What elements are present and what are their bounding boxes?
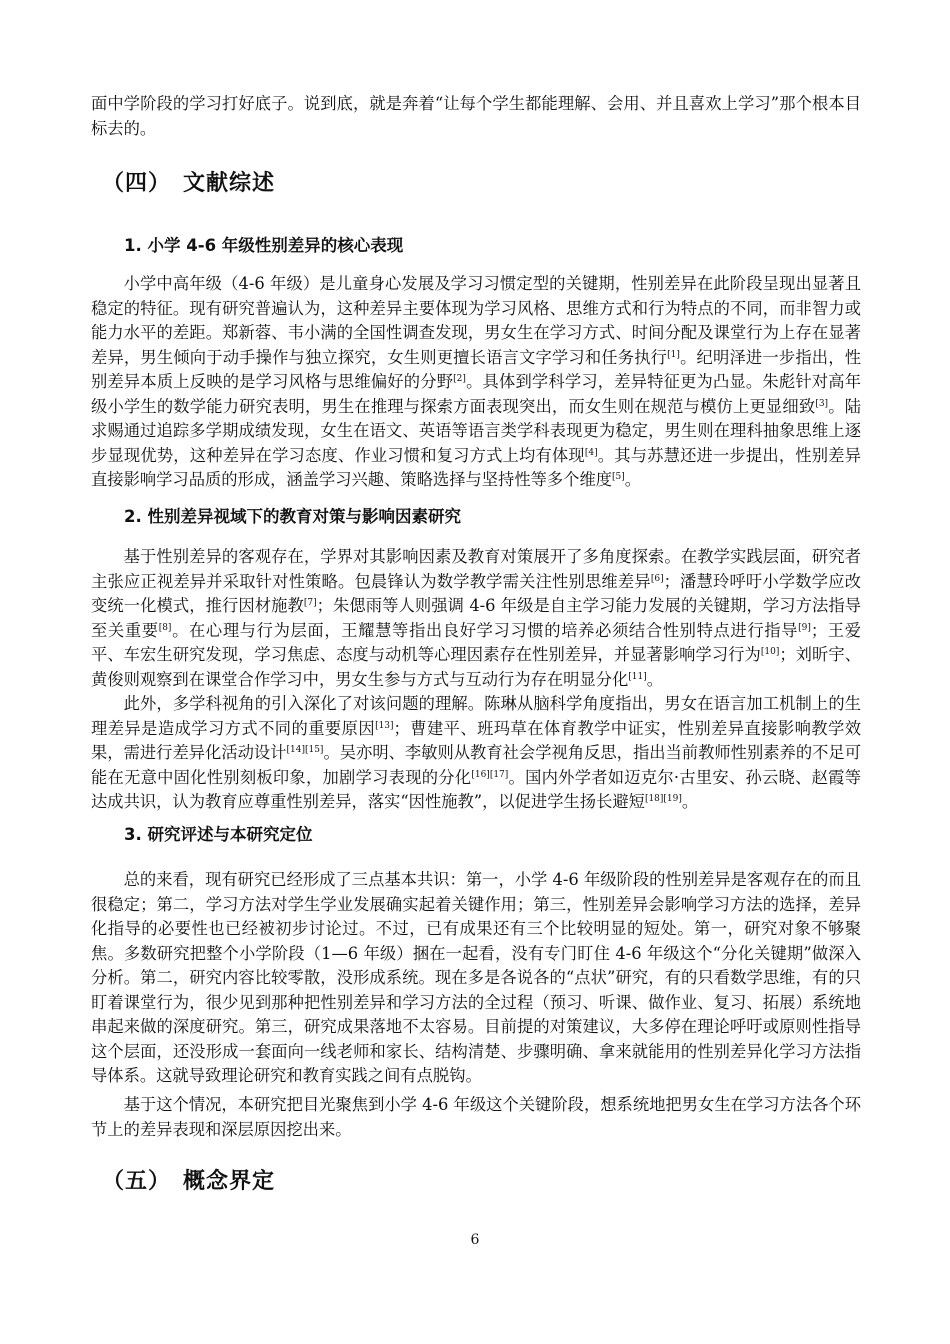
paragraph-review-summary: 总的来看，现有研究已经形成了三点基本共识：第一，小学 4-6 年级阶段的性别差异是客观存在的而且很稳定；第二，学习方法对学生学业发展确实起着关键作用；第三，性别差异会影响学习方法的选择，差异化指导的必要性也已经被初步讨论过。不过，已有成果还有三个比较明显的短处。第一，研究对象不够聚焦。多数研究把整个小学阶段（1—6 年级）捆在一起看，没有专门盯住 4-6 年级这个“分化关键期”做深入分析。第二，研究内容比较零散，没形成系统。现在多是各说各的“点状”研究，有的只看数学思维，有的只盯着课堂行为，很少见到那种把性别差异和学习方法的全过程（预习、听课、做作业、复习、拓展）系统地串起来做的深度研究。第三，研究成果落地不太容易。目前提的对策建议，大多停在理论呼吁或原则性指导这个层面，还没形成一套面向一线老师和家长、结构清楚、步骤明确、拿来就能用的性别差异化学习方法指导体系。这就导致理论研究和教育实践之间有点脱钩。 bbox=[91, 870, 861, 1085]
citation-5: [5] bbox=[612, 472, 625, 482]
citation-9: [9] bbox=[798, 622, 811, 633]
citation-11: [11] bbox=[628, 671, 647, 682]
citation-6: [6] bbox=[650, 573, 664, 584]
citation-7: [7] bbox=[303, 598, 317, 608]
citation-4: [4] bbox=[584, 447, 598, 458]
citation-18-19: [18][19] bbox=[644, 794, 682, 804]
paragraph-research-focus: 基于这个情况，本研究把目光聚焦到小学 4-6 年级这个关键阶段，想系统地把男女生在学习方法各个环节上的差异表现和深层原因挖出来。 bbox=[91, 1095, 861, 1139]
section-heading-concept-definition bbox=[102, 1164, 275, 1195]
subheading-strategies-factors: 2. 性别差异视域下的教育对策与影响因素研究 bbox=[124, 507, 461, 526]
citation-1: [1] bbox=[667, 349, 680, 360]
paragraph-core-differences: 小学中高年级（4-6 年级）是儿童身心发展及学习习惯定型的关键期，性别差异在此阶段呈现出显著且稳定的特征。现有研究普遍认为，这种差异主要体现为学习风格、思维方式和行为特点的不同，而非智力或能力水平的差距。郑新蓉、韦小满的全国性调查发现，男女生在学习方式、时间分配及课堂行为上存在显著差异，男生倾向于动手操作与独立探究，女生则更擅长语言文字学习和任务执行[1]。纪明泽进一步指出，性别差异本质上反映的是学习风格与思维偏好的分野[2]。具体到学科学习，差异特征更为凸显。朱彪针对高年级小学生的数学能力研究表明，男生在推理与探索方面表现突出，而女生则在规范与模仿上更显细致[3]。陆求赐通过追踪多学期成绩发现，女生在语文、英语等语言类学科表现更为稳定，男生则在理科抽象思维上逐步显现优势，这种差异在学习态度、作业习惯和复习方式上均有体现[4]。其与苏慧还进一步提出，性别差异直接影响学习品质的形成，涵盖学习兴趣、策略选择与坚持性等多个维度[5]。 bbox=[91, 274, 861, 489]
section-heading-literature-review bbox=[102, 166, 275, 197]
section-title: 概念界定 bbox=[183, 1169, 276, 1194]
citation-3: [3] bbox=[815, 398, 829, 409]
citation-13: [13] bbox=[375, 720, 394, 731]
subheading-core-differences: 1. 小学 4-6 年级性别差异的核心表现 bbox=[124, 236, 404, 255]
section-number: （五） bbox=[102, 1169, 172, 1194]
section-number: （四） bbox=[102, 171, 172, 196]
subheading-review-positioning: 3. 研究评述与本研究定位 bbox=[124, 825, 313, 844]
citation-8: [8] bbox=[158, 622, 172, 633]
citation-2: [2] bbox=[453, 374, 466, 384]
intro-tail-paragraph: 面中学阶段的学习打好底子。说到底，就是奔着“让每个学生都能理解、会用、并且喜欢上学习”那个根本目标去的。 bbox=[91, 94, 861, 138]
citation-16-17: [16][17] bbox=[471, 769, 509, 780]
citation-10: [10] bbox=[760, 647, 780, 657]
citation-14-15: [14][15] bbox=[286, 745, 324, 755]
paragraph-strategies: 基于性别差异的客观存在，学界对其影响因素及教育对策展开了多角度探索。在教学实践层面，研究者主张应正视差异并采取针对性策略。包晨锋认为数学教学需关注性别思维差异[6]；潘慧玲呼吁小学数学应改变统一化模式，推行因材施教[7]；朱偲雨等人则强调 4-6 年级是自主学习能力发展的关键期，学习方法指导至关重要[8]。在心理与行为层面，王耀慧等指出良好学习习惯的培养必须结合性别特点进行指导[9]；王爱平、车宏生研究发现，学习焦虑、态度与动机等心理因素存在性别差异，并显著影响学习行为[10]；刘昕宇、黄俊则观察到在课堂合作学习中，男女生参与方式与互动行为存在明显分化[11]。 bbox=[91, 547, 861, 689]
page-number: 6 bbox=[470, 1232, 480, 1248]
section-title: 文献综述 bbox=[183, 171, 276, 196]
paragraph-multidisciplinary: 此外，多学科视角的引入深化了对该问题的理解。陈琳从脑科学角度指出，男女在语言加工机制上的生理差异是造成学习方式不同的重要原因[13]；曹建平、班玛草在体育教学中证实，性别差异直接影响教学效果，需进行差异化活动设计[14][15]。吴亦明、李敏则从教育社会学视角反思，指出当前教师性别素养的不足可能在无意中固化性别刻板印象，加剧学习表现的分化[16][17]。国内外学者如迈克尔·古里安、孙云晓、赵霞等达成共识，认为教育应尊重性别差异，落实“因性施教”，以促进学生扬长避短[18][19]。 bbox=[91, 694, 861, 811]
